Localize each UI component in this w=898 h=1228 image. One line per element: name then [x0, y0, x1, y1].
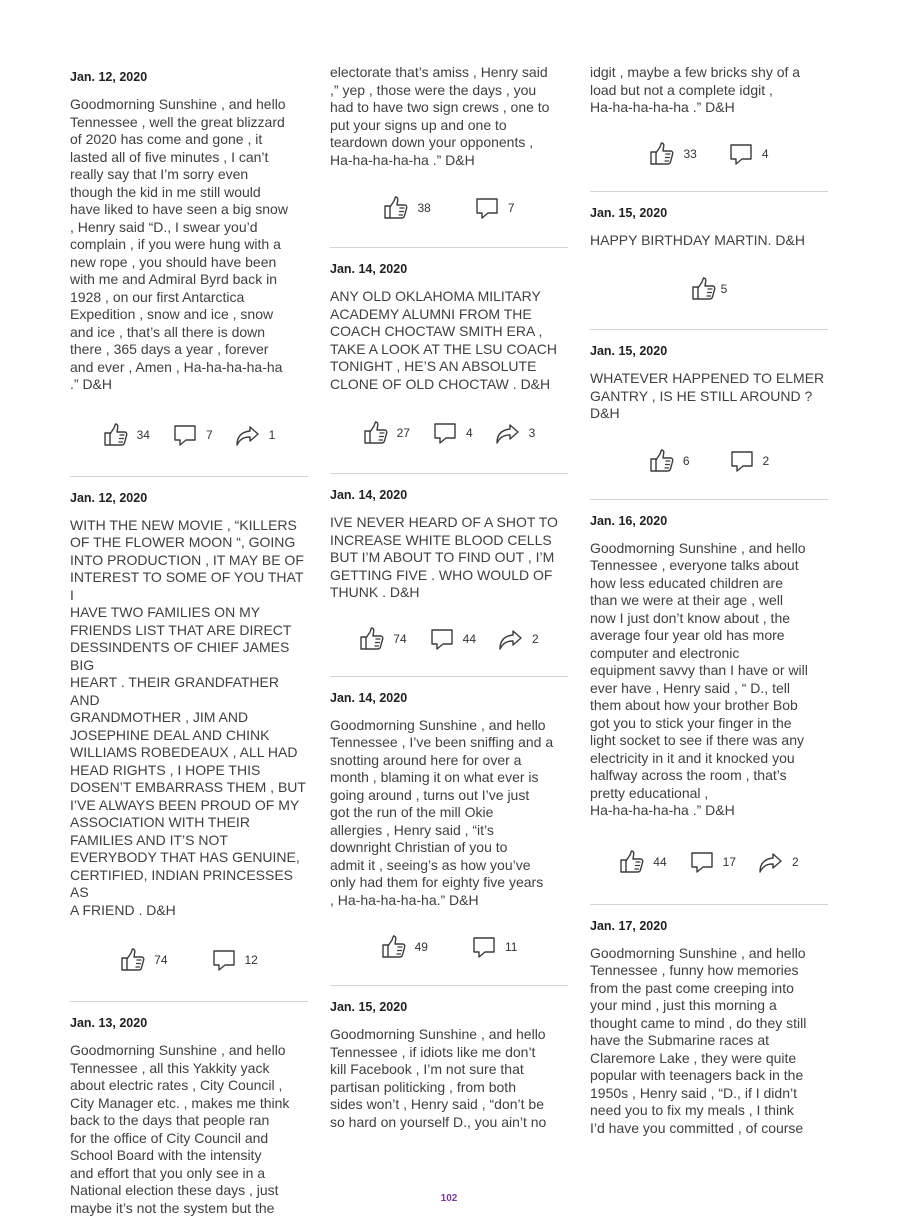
post-reactions [330, 602, 568, 676]
post [590, 344, 828, 500]
comment-icon [689, 849, 715, 875]
comment-icon [728, 141, 754, 167]
like-count: 74 [154, 953, 168, 967]
post-date: Jan. 15, 2020 [590, 205, 668, 220]
thumbs-up-icon [381, 934, 407, 960]
share-icon [235, 422, 261, 448]
like-count: 74 [393, 631, 407, 646]
post-text: idgit , maybe a few bricks shy of a load but not a complete idgit , Ha-ha-ha-ha-ha .” D&H [590, 64, 801, 115]
post-date: Jan. 16, 2020 [590, 513, 668, 528]
post [70, 1016, 308, 1217]
comment-count: 7 [205, 427, 213, 442]
like-count: 27 [396, 426, 410, 440]
post-text: Goodmorning Sunshine , and hello Tennessee , all this Yakkity yack about electric rates , City Council , City Manager etc. , makes me think back to the days that people ran for the office of City Council and School Board with the intensity and effort that you only see in a National election these days , just maybe it’s not the system but the [70, 1042, 290, 1216]
share-icon [495, 420, 521, 446]
post-reactions [70, 394, 308, 476]
like-count: 33 [683, 146, 697, 161]
comment-count: 4 [465, 426, 473, 440]
post-text: HAPPY BIRTHDAY MARTIN. D&H [590, 231, 805, 248]
comment-button[interactable] [474, 195, 515, 221]
post-date: Jan. 14, 2020 [330, 262, 408, 276]
post-text: WITH THE NEW MOVIE , “KILLERS OF THE FLOWER MOON “, GOING INTO PRODUCTION , IT MAY BE OF INTEREST TO SOME OF YOU THAT I HAVE TWO FAMILIES ON MY FRIENDS LIST THAT ARE DIRECT DESSINDENTS OF CHIEF JAMES BIG HEART . THEIR GRANDFATHER AND GRANDMOTHER , JIM AND JOSEPHINE DEAL AND CHINK WILLIAMS ROBEDEAUX , ALL HAD HEAD RIGHTS , I HOPE THIS DOSEN’T EMBARRASS THEM , BUT I’VE ALWAYS BEEN PROUD OF MY ASSOCIATION WITH THEIR FAMILIES AND IT’S NOT EVERYBODY THAT HAS GENUINE, CERTIFIED, INDIAN PRINCESSES AS A FRIEND . D&H [70, 516, 306, 918]
share-count: 3 [528, 426, 536, 440]
column-3 [590, 66, 828, 1137]
share-icon [758, 849, 784, 875]
post-date: Jan. 12, 2020 [70, 70, 148, 84]
share-icon [498, 626, 524, 652]
post-text: Goodmorning Sunshine , and hello Tennessee , well the great blizzard of 2020 has come and gone , it lasted all of five minutes , I can’t really say that I’m sorry even though the kid in me still would have liked to have seen a big snow , Henry said “D., I swear you’d complain , if you were hung with a new rope , you should have been with me and Admiral Byrd back in 1928 , on our first Antarctica Expedition , snow and ice , snow and ice , that’s all there is down there , 365 days a year , forever and ever , Amen , Ha-ha-ha-ha-ha .” D&H [70, 96, 288, 392]
column-2 [330, 66, 568, 1131]
like-count: 44 [653, 854, 667, 869]
post-date: Jan. 15, 2020 [590, 344, 668, 358]
comment-count: 2 [762, 453, 770, 468]
comment-button[interactable] [429, 626, 476, 652]
comment-button[interactable] [728, 141, 769, 167]
post [590, 206, 828, 331]
post-reactions [70, 919, 308, 1001]
thumbs-up-icon [363, 420, 389, 446]
post-reactions [590, 820, 828, 904]
post [330, 691, 568, 987]
thumbs-up-icon [383, 195, 409, 221]
comment-icon [172, 422, 198, 448]
like-count: 49 [414, 940, 428, 954]
comment-button[interactable] [432, 420, 473, 446]
post-text: ANY OLD OKLAHOMA MILITARY ACADEMY ALUMNI FROM THE COACH CHOCTAW SMITH ERA , TAKE A LOOK AT THE LSU COACH TONIGHT , HE’S AN ABSOLUTE CLONE OF OLD CHOCTAW . D&H [330, 288, 557, 392]
post [70, 491, 308, 1003]
like-button[interactable] [649, 141, 696, 167]
post [330, 262, 568, 474]
share-button[interactable] [235, 422, 276, 448]
post-reactions [330, 909, 568, 985]
thumbs-up-icon [691, 276, 717, 302]
like-count: 38 [417, 201, 431, 215]
post-text: Goodmorning Sunshine , and hello Tennessee , if idiots like me don’t kill Facebook , I’m not sure that partisan politicking , from both sides won’t , Henry said , “don’t be so hard on yourself D., you ain’t no [330, 1026, 547, 1130]
post [330, 64, 568, 248]
share-count: 2 [532, 631, 539, 646]
like-button[interactable] [649, 448, 690, 474]
comment-icon [474, 195, 500, 221]
post-text: Goodmorning Sunshine , and hello Tennessee , everyone talks about how less educated children are than we were at their age , well now I just don’t know about , the average four year old has more computer and electronic equipment savvy than I have or will ever have , Henry said , “ D., tell them about how your brother Bob got you to stick your finger in the light socket to see if there was any electricity in it and it knocked you halfway across the room , that’s pretty educational , Ha-ha-ha-ha-ha .” D&H [590, 539, 808, 818]
comment-button[interactable] [689, 849, 736, 875]
column-1 [70, 66, 308, 1217]
thumbs-up-icon [120, 947, 146, 973]
comment-icon [211, 947, 237, 973]
post-text: WHATEVER HAPPENED TO ELMER GANTRY , IS HE STILL AROUND ? D&H [590, 370, 825, 421]
post [590, 64, 828, 192]
share-count: 1 [268, 427, 276, 442]
comment-count: 44 [462, 631, 477, 646]
like-button[interactable] [691, 276, 728, 302]
post [70, 70, 308, 477]
post-text: Goodmorning Sunshine , and hello Tennessee , funny how memories from the past come creeping into your mind , just this morning a thought came to mind , do they still have the Submarine races at Claremore Lake , they were quite popular with teenagers back in the 1950s , Henry said , “D., if I didn’t need you to fix my meals , I think I’d have you committed , of course [590, 944, 807, 1136]
post-date: Jan. 14, 2020 [330, 690, 408, 705]
post-text: IVE NEVER HEARD OF A SHOT TO INCREASE WHITE BLOOD CELLS BUT I’M ABOUT TO FIND OUT , I’M GETTING FIVE . WHO WOULD OF THUNK . D&H [330, 514, 558, 600]
post [330, 1000, 568, 1131]
comment-icon [729, 448, 755, 474]
post-text: Goodmorning Sunshine , and hello Tennessee , I’ve been sniffing and a snotting around here for over a month , blaming it on what ever is going around , turns out I’ve just got the run of the mill Okie allergies , Henry said , “it’s downright Christian of you to admit it , seeing’s as how you’ve only had them for eighty five years , Ha-ha-ha-ha-ha.” D&H [330, 716, 554, 908]
like-button[interactable] [381, 934, 428, 960]
like-count: 34 [136, 427, 150, 442]
share-button[interactable] [498, 626, 539, 652]
comment-button[interactable] [729, 448, 770, 474]
like-count: 5 [720, 282, 728, 296]
post [590, 919, 828, 1138]
post [330, 488, 568, 677]
like-count: 6 [682, 453, 690, 468]
post-date: Jan. 15, 2020 [330, 1000, 408, 1014]
post [590, 514, 828, 905]
post-reactions [590, 423, 828, 499]
post-date: Jan. 13, 2020 [70, 1016, 148, 1030]
post-text: electorate that’s amiss , Henry said ,” yep , those were the days , you had to have two sign crews , one to put your signs up and one to teardown down your opponents , Ha-ha-ha-ha-ha .” D&H [330, 64, 550, 168]
like-button[interactable] [363, 420, 410, 446]
thumbs-up-icon [103, 422, 129, 448]
comment-icon [432, 420, 458, 446]
thumbs-up-icon [359, 626, 385, 652]
share-button[interactable] [758, 849, 799, 875]
comment-count: 11 [504, 940, 518, 954]
like-button[interactable] [619, 849, 666, 875]
comment-count: 7 [507, 201, 515, 215]
post-date: Jan. 12, 2020 [70, 490, 148, 505]
post-reactions [330, 169, 568, 247]
like-button[interactable] [359, 626, 406, 652]
comment-icon [429, 626, 455, 652]
page-number: 102 [440, 1193, 458, 1204]
share-count: 2 [792, 854, 799, 869]
thumbs-up-icon [649, 448, 675, 474]
post-date: Jan. 17, 2020 [590, 918, 668, 933]
comment-count: 12 [244, 953, 258, 967]
share-button[interactable] [495, 420, 536, 446]
comment-button[interactable] [172, 422, 213, 448]
post-date: Jan. 14, 2020 [330, 488, 408, 502]
thumbs-up-icon [649, 141, 675, 167]
comment-icon [471, 934, 497, 960]
like-button[interactable] [120, 947, 167, 973]
thumbs-up-icon [619, 849, 645, 875]
comment-count: 4 [761, 146, 769, 161]
comment-count: 17 [722, 854, 737, 869]
comment-button[interactable] [211, 947, 258, 973]
post-reactions [590, 249, 828, 329]
post-reactions [590, 117, 828, 191]
post-reactions [330, 393, 568, 473]
like-button[interactable] [103, 422, 150, 448]
comment-button[interactable] [471, 934, 517, 960]
like-button[interactable] [383, 195, 430, 221]
